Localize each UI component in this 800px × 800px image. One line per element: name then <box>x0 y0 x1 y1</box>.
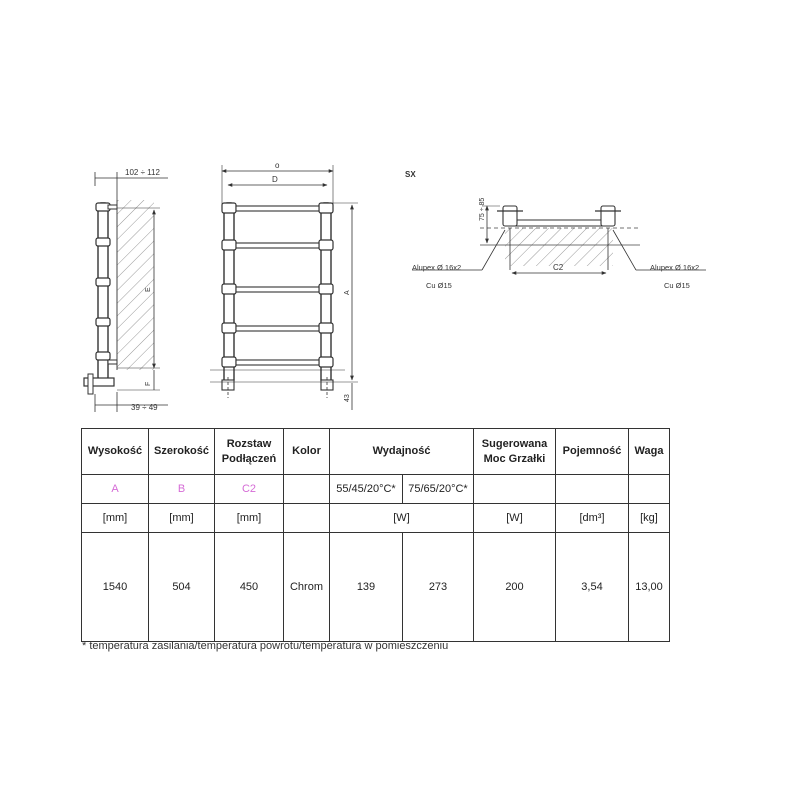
front-label-d: D <box>272 175 278 184</box>
symbol-row <box>82 475 670 504</box>
unit-output: [W] <box>330 504 474 533</box>
header-spacing-line2: Podłączeń <box>221 452 277 465</box>
value-width: 504 <box>149 533 215 642</box>
header-color: Kolor <box>284 429 330 475</box>
front-label-43: 43 <box>344 394 351 402</box>
footnote: * temperatura zasilania/temperatura powrotu/temperatura w pomieszczeniu <box>82 640 449 652</box>
header-weight: Waga <box>629 429 670 475</box>
sx-vertical-dimension: 75 ÷ 85 <box>479 197 486 221</box>
unit-height: [mm] <box>82 504 149 533</box>
value-color: Chrom <box>284 533 330 642</box>
side-bottom-dimension: 39 ÷ 49 <box>131 403 158 412</box>
value-weight: 13,00 <box>629 533 670 642</box>
symbol-output-1: 55/45/20°C* <box>330 475 403 504</box>
side-top-dimension: 102 ÷ 112 <box>125 168 160 177</box>
unit-width: [mm] <box>149 504 215 533</box>
symbol-spacing: C2 <box>215 475 284 504</box>
header-output: Wydajność <box>330 429 474 475</box>
symbol-capacity-empty <box>556 475 629 504</box>
header-spacing-line1: Rozstaw <box>226 437 272 450</box>
header-capacity: Pojemność <box>556 429 629 475</box>
unit-color-empty <box>284 504 330 533</box>
side-view <box>84 168 168 412</box>
sx-title: SX <box>405 170 416 179</box>
value-output-2: 273 <box>403 533 474 642</box>
value-heater: 200 <box>474 533 556 642</box>
header-spacing <box>215 429 284 475</box>
header-row <box>82 429 670 475</box>
symbol-color-empty <box>284 475 330 504</box>
value-row <box>82 533 670 642</box>
sx-detail <box>405 170 706 290</box>
value-spacing: 450 <box>215 533 284 642</box>
unit-row <box>82 504 670 533</box>
header-width: Szerokość <box>149 429 215 475</box>
front-view <box>210 161 358 410</box>
value-height: 1540 <box>82 533 149 642</box>
side-label-f: F <box>145 381 152 386</box>
front-label-o: o <box>275 161 280 170</box>
sx-right-alupex: Alupex Ø 16x2 <box>650 263 700 272</box>
sx-label-c2: C2 <box>553 263 564 272</box>
sx-left-alupex: Alupex Ø 16x2 <box>412 263 462 272</box>
specification-table <box>81 428 670 642</box>
sx-left-cu: Cu Ø15 <box>426 281 452 290</box>
symbol-height: A <box>82 475 149 504</box>
header-heater-line2: Moc Grzałki <box>483 452 546 465</box>
unit-capacity: [dm³] <box>556 504 629 533</box>
symbol-output-2: 75/65/20°C* <box>403 475 474 504</box>
symbol-width: B <box>149 475 215 504</box>
header-heater <box>474 429 556 475</box>
header-height: Wysokość <box>82 429 149 475</box>
sx-right-cu: Cu Ø15 <box>664 281 690 290</box>
unit-heater: [W] <box>474 504 556 533</box>
value-output-1: 139 <box>330 533 403 642</box>
front-label-a: A <box>344 290 351 295</box>
symbol-heater-empty <box>474 475 556 504</box>
header-heater-line1: Sugerowana <box>481 437 548 450</box>
value-capacity: 3,54 <box>556 533 629 642</box>
unit-spacing: [mm] <box>215 504 284 533</box>
symbol-weight-empty <box>629 475 670 504</box>
unit-weight: [kg] <box>629 504 670 533</box>
side-label-e: E <box>145 287 152 292</box>
